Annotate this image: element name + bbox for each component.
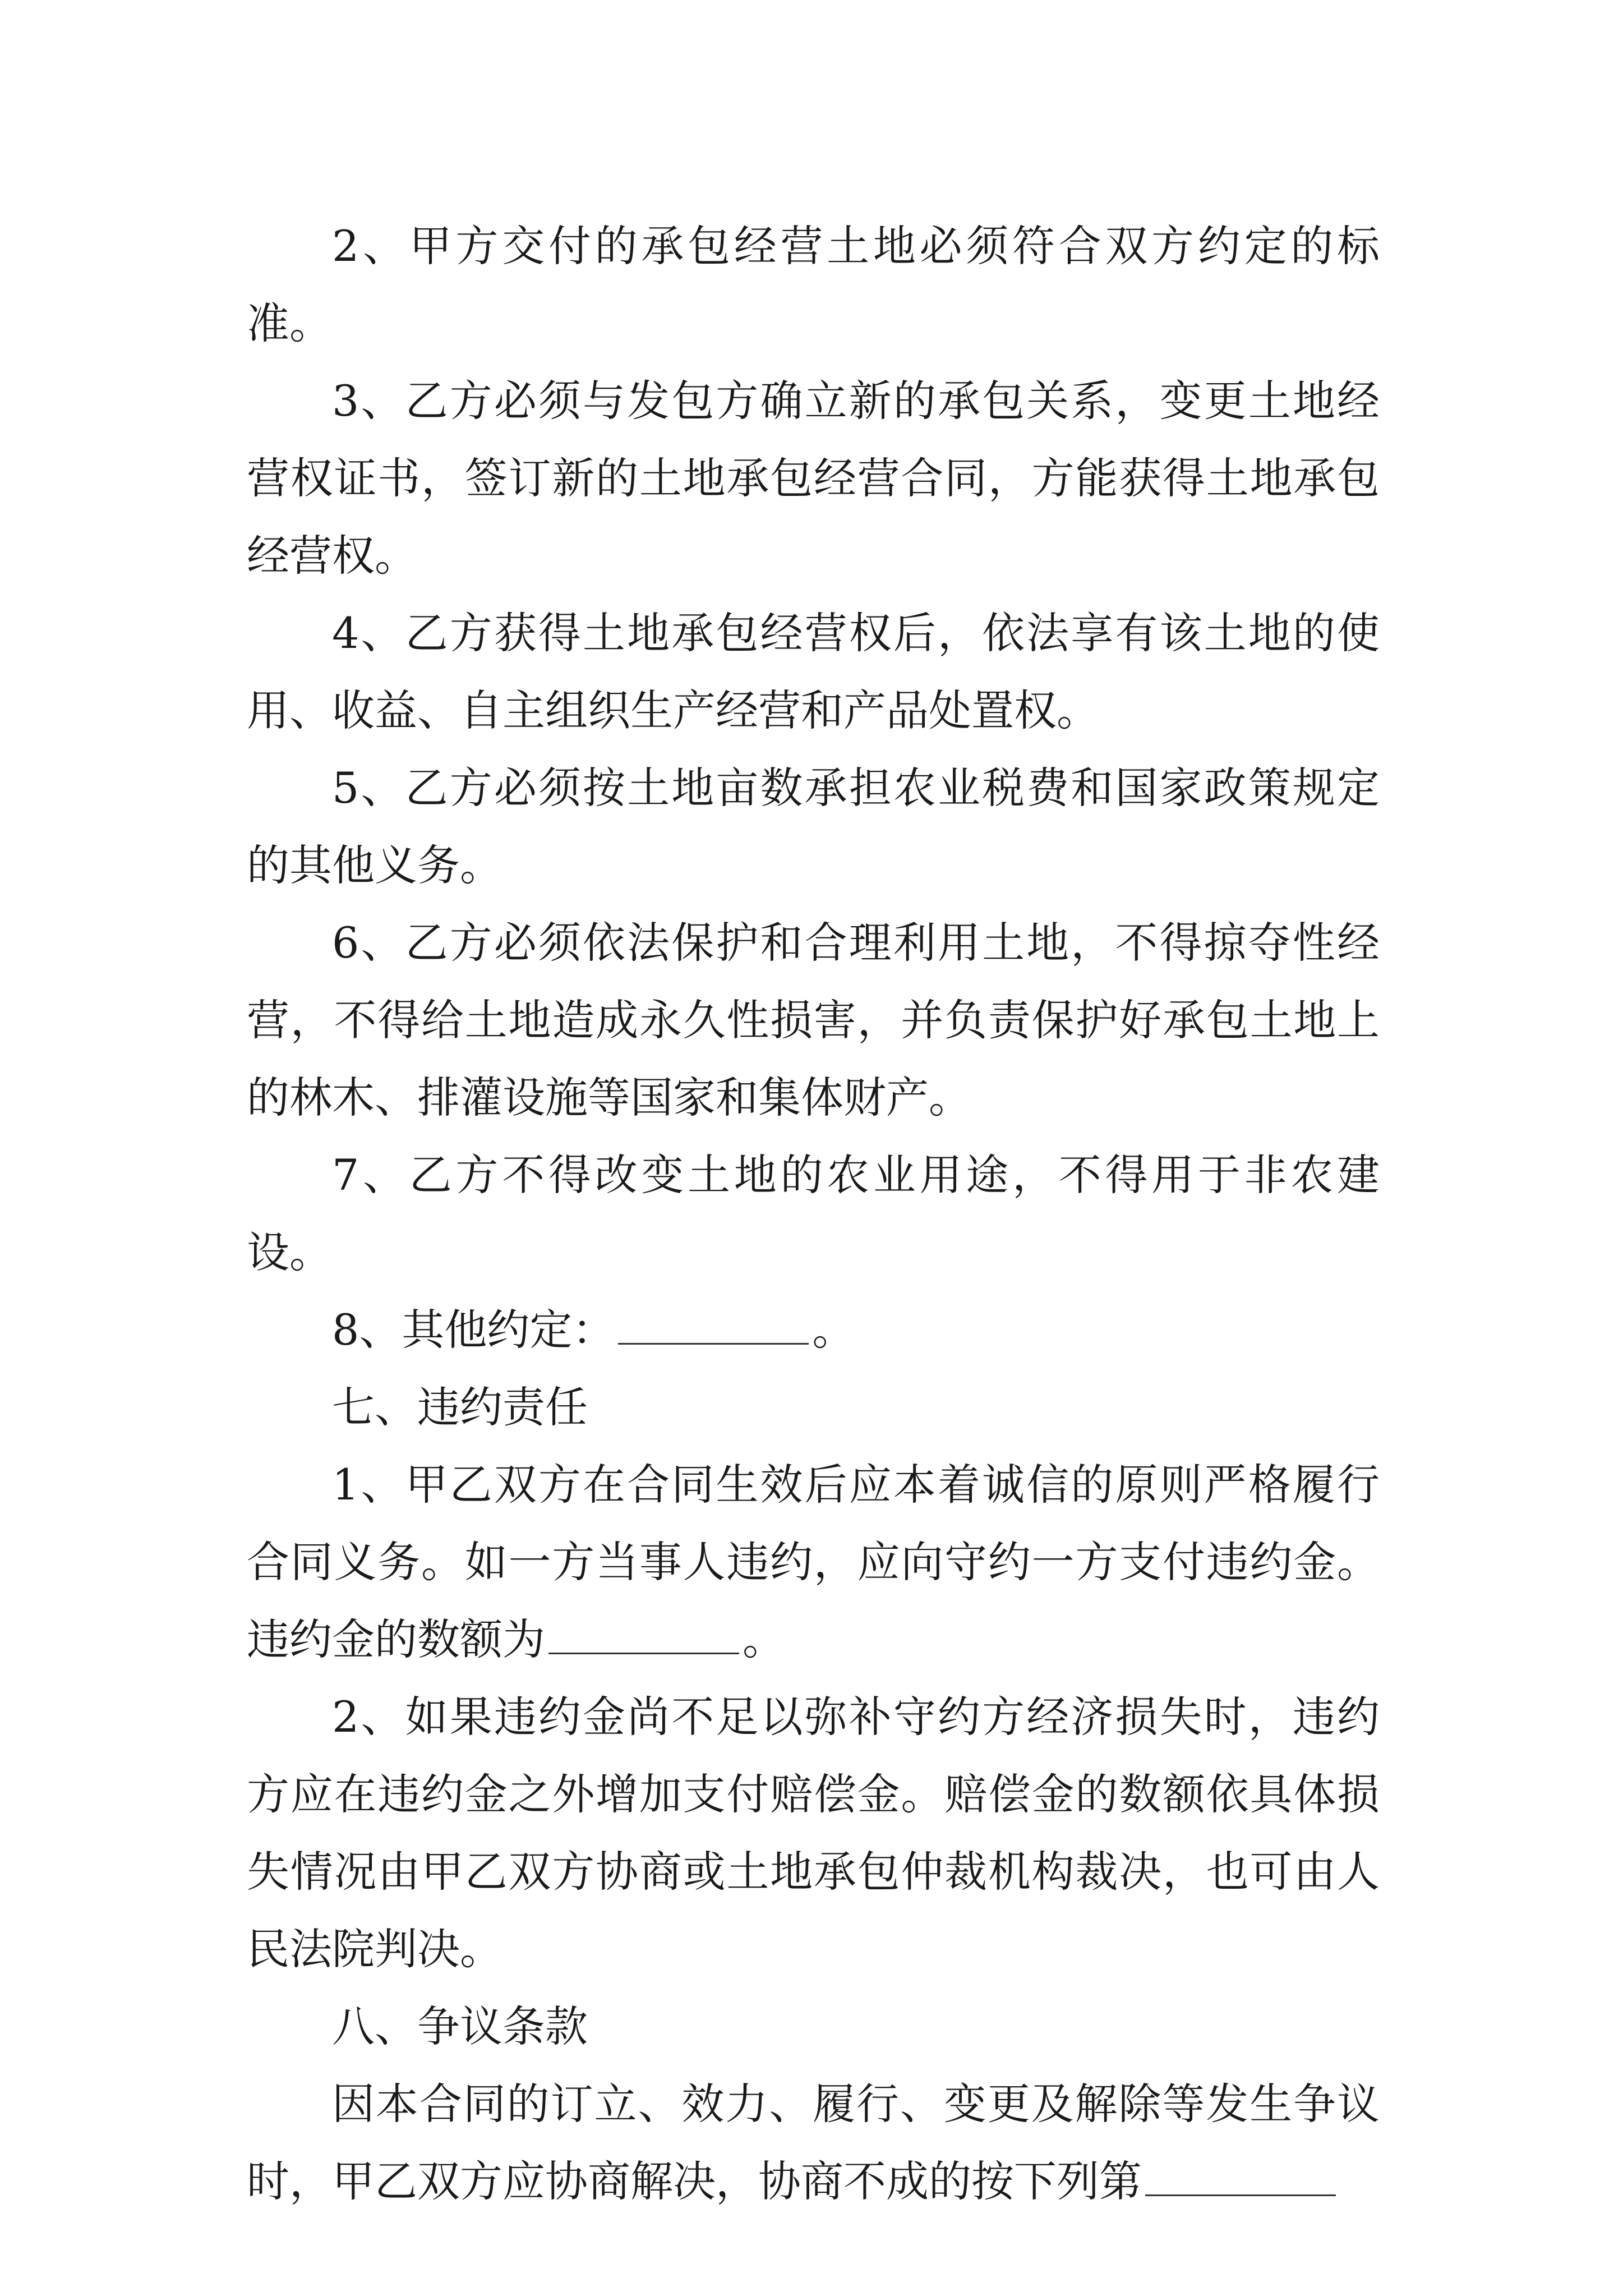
- paragraph-item-7: [247, 1137, 1380, 1291]
- paragraph-text: 4、乙方获得土地承包经营权后，依法享有该土地的使用、收益、自主组织生产经营和产品处置权。: [247, 608, 1380, 735]
- fill-in-blank[interactable]: [548, 1613, 739, 1654]
- paragraph-breach-1: [247, 1446, 1380, 1678]
- paragraph-suffix: 。: [812, 1305, 855, 1355]
- section-heading-text: 七、违约责任: [332, 1382, 588, 1432]
- paragraph-text: 7、乙方不得改变土地的农业用途，不得用于非农建设。: [247, 1150, 1380, 1277]
- paragraph-item-2: [247, 208, 1380, 362]
- paragraph-item-3: [247, 362, 1380, 595]
- paragraph-text: 2、甲方交付的承包经营土地必须符合双方约定的标准。: [247, 221, 1380, 348]
- paragraph-text: 1、甲乙双方在合同生效后应本着诚信的原则严格履行合同义务。如一方当事人违约，应向守约一方支付违约金。违约金的数额为: [247, 1460, 1380, 1664]
- paragraph-text: 3、乙方必须与发包方确立新的承包关系，变更土地经营权证书，签订新的土地承包经营合同，方能获得土地承包经营权。: [247, 376, 1380, 581]
- section-heading-breach-liability: [247, 1369, 1380, 1446]
- section-heading-dispute-clause: [247, 1988, 1380, 2065]
- paragraph-text: 6、乙方必须依法保护和合理利用土地，不得掠夺性经营，不得给土地造成永久性损害，并负责保护好承包土地上的林木、排灌设施等国家和集体财产。: [247, 918, 1380, 1122]
- fill-in-blank[interactable]: [618, 1304, 809, 1345]
- paragraph-item-6: [247, 904, 1380, 1137]
- paragraph-item-8-other-agreements: [247, 1291, 1380, 1369]
- paragraph-item-4: [247, 595, 1380, 749]
- paragraph-text: 8、其他约定：: [332, 1305, 615, 1355]
- paragraph-dispute: [247, 2065, 1380, 2220]
- paragraph-breach-2: [247, 1678, 1380, 1988]
- paragraph-text: 5、乙方必须按土地亩数承担农业税费和国家政策规定的其他义务。: [247, 763, 1380, 890]
- fill-in-blank[interactable]: [1145, 2155, 1336, 2196]
- document-body: [247, 208, 1380, 2220]
- paragraph-suffix: 。: [743, 1614, 785, 1664]
- paragraph-item-5: [247, 749, 1380, 904]
- paragraph-text: 2、如果违约金尚不足以弥补守约方经济损失时，违约方应在违约金之外增加支付赔偿金。赔偿金的数额依具体损失情况由甲乙双方协商或土地承包仲裁机构裁决，也可由人民法院判决。: [247, 1692, 1380, 1974]
- section-heading-text: 八、争议条款: [332, 2001, 588, 2051]
- paragraph-text: 因本合同的订立、效力、履行、变更及解除等发生争议时，甲乙双方应协商解决，协商不成的按下列第: [247, 2079, 1380, 2206]
